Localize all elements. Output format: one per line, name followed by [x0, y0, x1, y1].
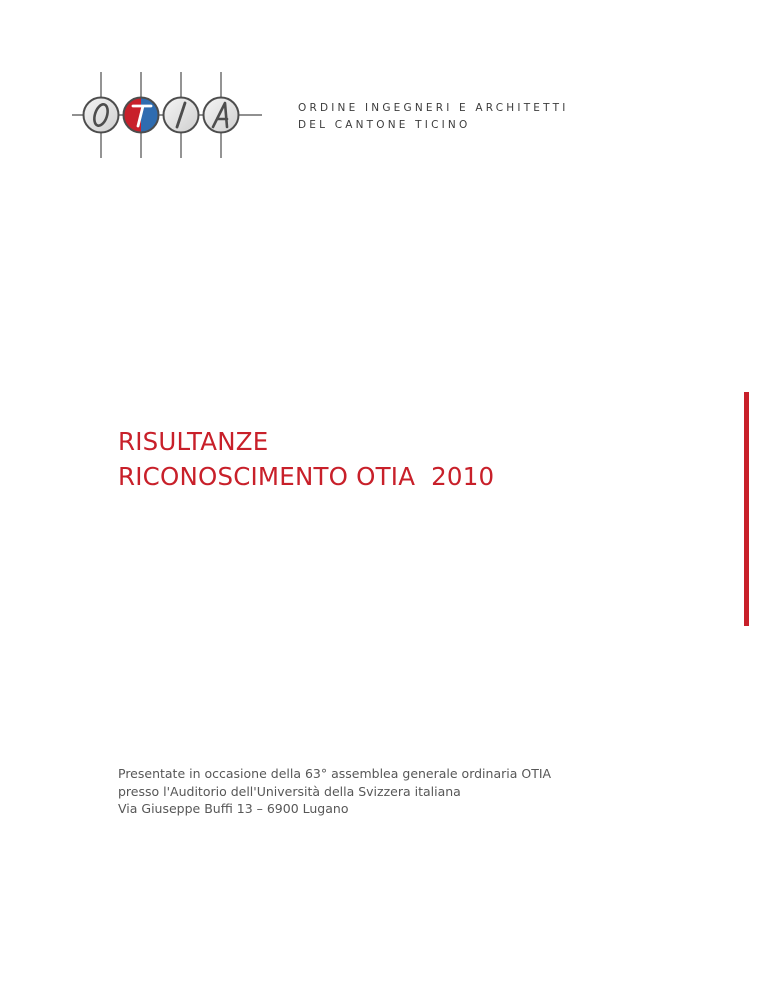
title-line-2: RICONOSCIMENTO OTIA 2010 [118, 462, 495, 491]
event-details [118, 765, 551, 818]
org-name-line-1: ORDINE INGEGNERI E ARCHITETTI [298, 102, 569, 114]
details-line-1: Presentate in occasione della 63° assemblea generale ordinaria OTIA [118, 766, 552, 781]
title-line-1: RISULTANZE [118, 427, 269, 456]
details-line-2: presso l'Auditorio dell'Università della Svizzera italiana [118, 783, 461, 799]
document-title [118, 424, 494, 494]
otia-logo [72, 72, 262, 158]
details-line-3: Via Giuseppe Buffi 13 – 6900 Lugano [118, 801, 349, 816]
accent-bar [744, 392, 749, 626]
org-name-line-2: DEL CANTONE TICINO [298, 119, 471, 131]
organization-name [298, 100, 569, 134]
